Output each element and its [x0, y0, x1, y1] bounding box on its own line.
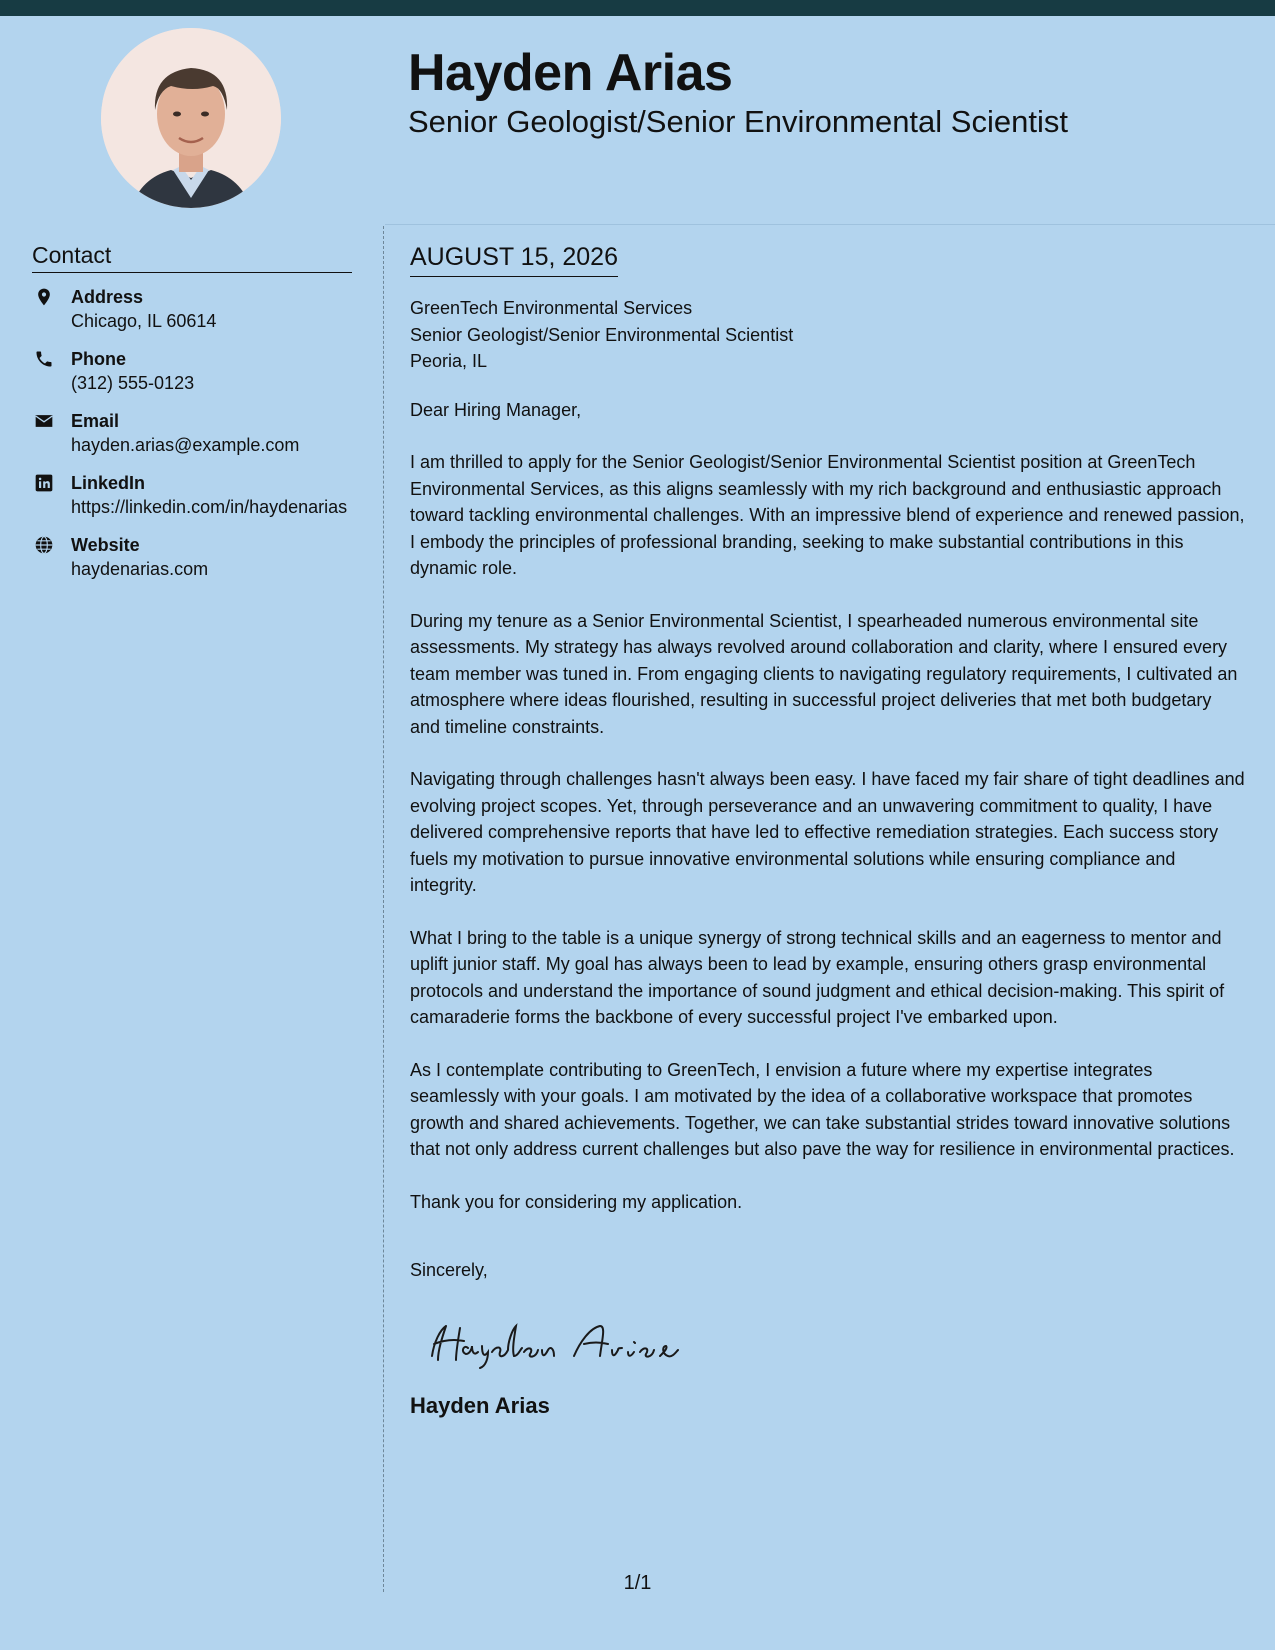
- handwritten-signature: [424, 1312, 684, 1372]
- paragraph: Thank you for considering my application.: [410, 1191, 743, 1212]
- paragraph: During my tenure as a Senior Environmental Scientist, I spearheaded numerous environmental site assessments. My strategy has always revolved around collaboration and clarity, where I ensured every team member was tuned in. From engaging clients to navigating regulatory requirements, I cultivated an atmosphere where ideas flourished, resulting in successful project deliveries that met both budgetary and timeline constraints.: [410, 610, 1238, 737]
- contact-label: LinkedIn: [71, 473, 146, 493]
- linkedin-icon: [34, 473, 54, 493]
- applicant-headline: Senior Geologist/Senior Environmental Scientist: [408, 104, 1068, 139]
- paragraph: I am thrilled to apply for the Senior Geologist/Senior Environmental Scientist position at GreenTech Environmental Services, as this aligns seamlessly with my rich background and enthusiastic approach toward tackling environmental challenges. With an impressive blend of experience and renewed passion, I embody the principles of professional branding, seeking to make substantial contributions in this dynamic role.: [410, 452, 1245, 578]
- recipient-block: [410, 295, 1245, 375]
- top-color-bar: [0, 0, 1275, 16]
- letter-date: AUGUST 15, 2026: [410, 240, 618, 277]
- profile-photo: [101, 28, 281, 208]
- applicant-name: Hayden Arias: [408, 44, 733, 102]
- closing: Sincerely,: [410, 1260, 488, 1280]
- recipient-location: Peoria, IL: [410, 351, 488, 371]
- globe-icon: [34, 535, 54, 555]
- contact-value[interactable]: haydenarias.com: [71, 559, 209, 579]
- contact-label: Website: [71, 535, 140, 555]
- recipient-position: Senior Geologist/Senior Environmental Scientist: [410, 324, 794, 345]
- contact-label: Address: [71, 287, 144, 307]
- contact-value[interactable]: https://linkedin.com/in/haydenarias: [71, 497, 348, 517]
- contact-label: Email: [71, 411, 120, 431]
- contact-list: [32, 285, 352, 581]
- contact-value[interactable]: hayden.arias@example.com: [71, 435, 300, 455]
- letter-body: [410, 240, 1245, 1421]
- paragraph: Navigating through challenges hasn't always been easy. I have faced my fair share of tight deadlines and evolving project scopes. Yet, through perseverance and an unwavering commitment to quality, I have delivered comprehensive reports that have led to effective remediation strategies. Each success story fuels my motivation to pursue innovative environmental solutions while ensuring compliance and integrity.: [410, 769, 1245, 895]
- letter-content: [410, 397, 1245, 1284]
- contact-value: Chicago, IL 60614: [71, 311, 217, 331]
- envelope-icon: [34, 411, 54, 431]
- contact-sidebar: [32, 240, 352, 595]
- salutation: Dear Hiring Manager,: [410, 399, 582, 420]
- contact-item-website: [32, 533, 352, 581]
- contact-item-email: [32, 409, 352, 457]
- contact-heading: Contact: [32, 240, 352, 273]
- recipient-company: GreenTech Environmental Services: [410, 298, 693, 318]
- contact-item-linkedin: [32, 471, 352, 519]
- column-divider: [383, 226, 384, 1592]
- signed-name: Hayden Arias: [410, 1392, 550, 1418]
- page-number: 1/1: [623, 1572, 652, 1594]
- phone-icon: [34, 349, 54, 369]
- paragraph: What I bring to the table is a unique synergy of strong technical skills and an eagerness to mentor and uplift junior staff. My goal has always been to lead by example, ensuring others grasp environmental protocols and understand the importance of sound judgment and ethical decision-making. This spirit of camaraderie forms the backbone of every successful project I've embarked upon.: [410, 927, 1225, 1027]
- header-divider: [385, 224, 1275, 225]
- contact-label: Phone: [71, 349, 127, 369]
- contact-item-phone: [32, 347, 352, 395]
- paragraph: As I contemplate contributing to GreenTech, I envision a future where my expertise integrates seamlessly with your goals. I am motivated by the idea of a collaborative workspace that promotes growth and shared achievements. Together, we can take substantial strides toward innovative solutions that not only address current challenges but also pave the way for resilience in environmental practices.: [410, 1059, 1235, 1159]
- contact-value: (312) 555-0123: [71, 373, 195, 393]
- contact-item-address: [32, 285, 352, 333]
- map-pin-icon: [34, 287, 54, 307]
